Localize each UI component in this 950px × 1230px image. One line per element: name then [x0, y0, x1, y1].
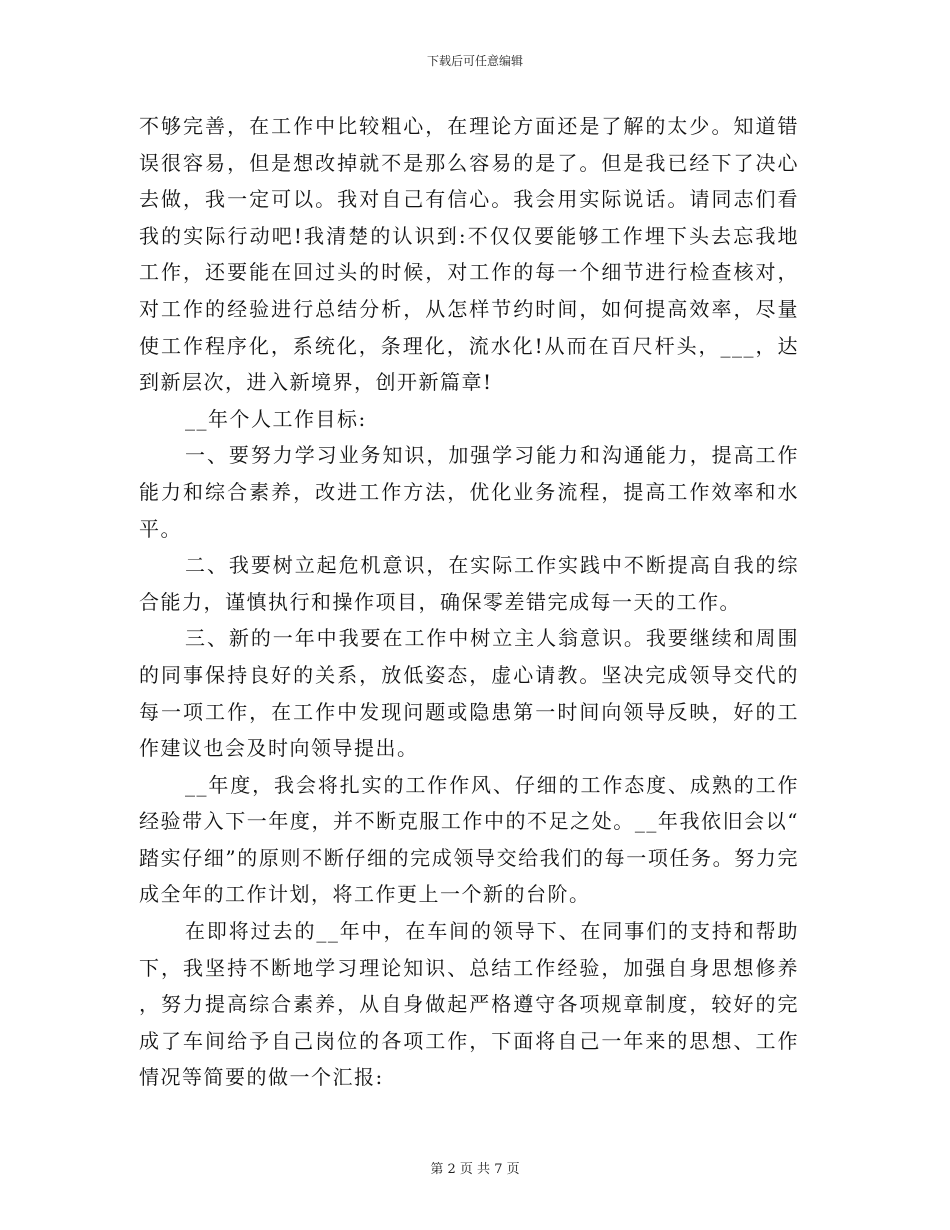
paragraph-continuation: 不够完善，在工作中比较粗心，在理论方面还是了解的太少。知道错误很容易，但是想改掉就不是那么容易的是了。但是我已经下了决心去做，我一定可以。我对自己有信心。我会用实际说话。请同志们看我的实际行动吧!我清楚的认识到:不仅仅要能够工作埋下头去忘我地工作，还要能在回过头的时候，对工作的每一个细节进行检查核对，对工作的经验进行总结分析，从怎样节约时间，如何提高效率，尽量使工作程序化，系统化，条理化，流水化!从而在百尺杆头，___，达到新层次，进入新境界，创开新篇章! — [139, 114, 799, 395]
paragraph-goals-heading: __年个人工作目标: — [185, 406, 367, 431]
paragraph-goal-3: 三、新的一年中我要在工作中树立主人翁意识。我要继续和周围的同事保持良好的关系，放低姿态，虚心请教。坚决完成领导交代的每一项工作，在工作中发现问题或隐患第一时间向领导反映，好的工作建议也会及时向领导提出。 — [139, 626, 799, 761]
paragraph-goal-1: 一、要努力学习业务知识，加强学习能力和沟通能力，提高工作能力和综合素养，改进工作方法，优化业务流程，提高工作效率和水平。 — [139, 443, 799, 541]
page-header: 下载后可任意编辑 — [426, 54, 523, 68]
document-body — [139, 108, 799, 1096]
paragraph-year-plan: __年度，我会将扎实的工作作风、仔细的工作态度、成熟的工作经验带入下一年度，并不断克服工作中的不足之处。__年我依旧会以“踏实仔细”的原则不断仔细的完成领导交给我们的每一项任务。努力完成全年的工作计划，将工作更上一个新的台阶。 — [139, 772, 799, 907]
paragraph-goal-2: 二、我要树立起危机意识，在实际工作实践中不断提高自我的综合能力，谨慎执行和操作项目，确保零差错完成每一天的工作。 — [139, 553, 799, 614]
page-number: 第 2 页 共 7 页 — [430, 1162, 520, 1177]
paragraph-summary-intro: 在即将过去的__年中，在车间的领导下、在同事们的支持和帮助下，我坚持不断地学习理论知识、总结工作经验，加强自身思想修养，努力提高综合素养，从自身做起严格遵守各项规章制度，较好的完成了车间给予自己岗位的各项工作，下面将自己一年来的思想、工作情况等简要的做一个汇报: — [139, 919, 799, 1090]
